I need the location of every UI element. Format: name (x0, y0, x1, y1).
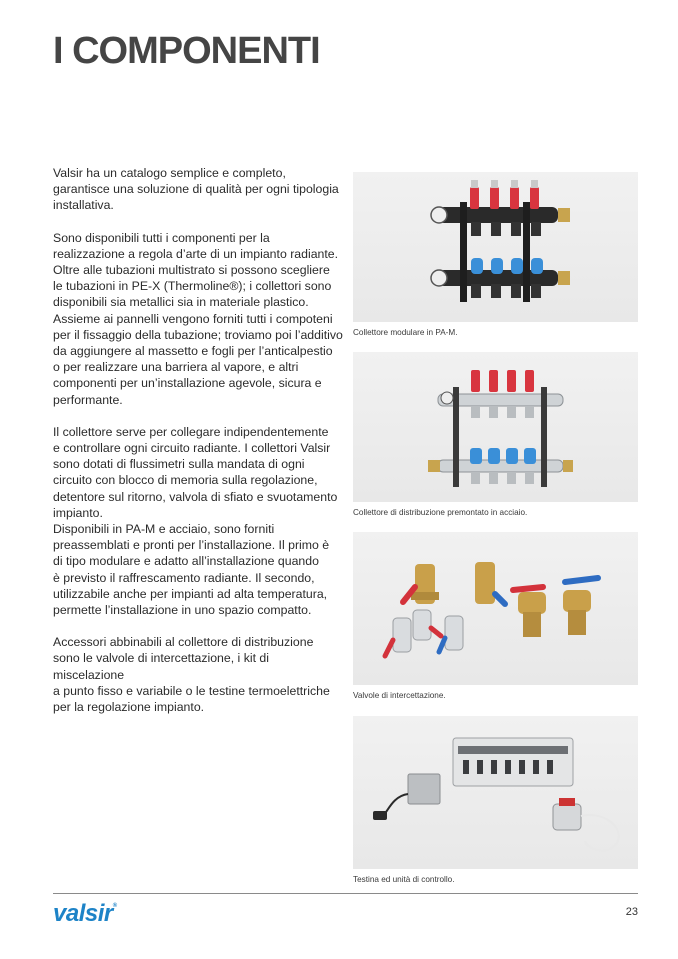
figure-caption: Collettore modulare in PA-M. (353, 328, 458, 337)
figure-caption: Valvole di intercettazione. (353, 691, 446, 700)
figure-caption: Collettore di distribuzione premontato in acciaio. (353, 508, 528, 517)
figure-steel-manifold (353, 352, 638, 517)
paragraph-accessories: Accessori abbinabili al collettore di distribuzione sono le valvole di intercettazione, i kit di miscelazione a punto fisso e variabile o le testine termoelettriche per la regolazione impianto. (53, 635, 330, 715)
figure-caption: Testina ed unità di controllo. (353, 875, 455, 884)
registered-mark: ® (112, 903, 117, 909)
ball-valves-photo (353, 532, 638, 685)
figure-ball-valves (353, 532, 638, 700)
control-unit-photo (353, 716, 638, 869)
logo-text: valsir (53, 900, 113, 927)
paragraph-components: Sono disponibili tutti i componenti per la realizzazione a regola d’arte di un impianto radiante. Oltre alle tubazioni multistrato si possono scegliere le tubazioni in PE-X (Thermoline®); i collettori sono disponibili sia metallici sia in materiale plastico. Assieme ai pannelli vengono forniti tutti i compoteni per il fissaggio della tubazione; troviamo poi l’additivo da aggiungere al massetto e fogli per l’anticalpestio o per realizzare una barriera al vapore, e altri componenti per un’installazione agevole, sicura e performante. (53, 230, 343, 407)
paragraph-intro: Valsir ha un catalogo semplice e completo, garantisce una soluzione di qualità per ogni tipologia installativa. (53, 166, 339, 213)
figure-plastic-manifold (353, 172, 638, 337)
paragraph-manifold: Il collettore serve per collegare indipendentemente e controllare ogni circuito radiante. I collettori Valsir sono dotati di flussimetri sulla mandata di ogni circuito con blocco di memoria sulla regolazione, detentore sul ritorno, valvola di sfiato e svuotamento impianto. (53, 424, 338, 520)
body-text-column (53, 165, 343, 731)
figure-control-unit (353, 716, 638, 884)
page-title: I COMPONENTI (53, 30, 320, 72)
valsir-logo (53, 900, 117, 928)
page-number: 23 (625, 906, 638, 918)
paragraph-materials: Disponibili in PA-M e acciaio, sono forniti preassemblati e pronti per l’installazione. Il primo è di tipo modulare e adatto all’installazione quando è previsto il raffrescamento radiante. Il secondo, utilizzabile anche per impianti ad alta temperatura, permette l’installazione in uno spazio compatto. (53, 522, 330, 618)
footer-divider (53, 893, 638, 894)
plastic-manifold-photo (353, 172, 638, 322)
steel-manifold-photo (353, 352, 638, 502)
